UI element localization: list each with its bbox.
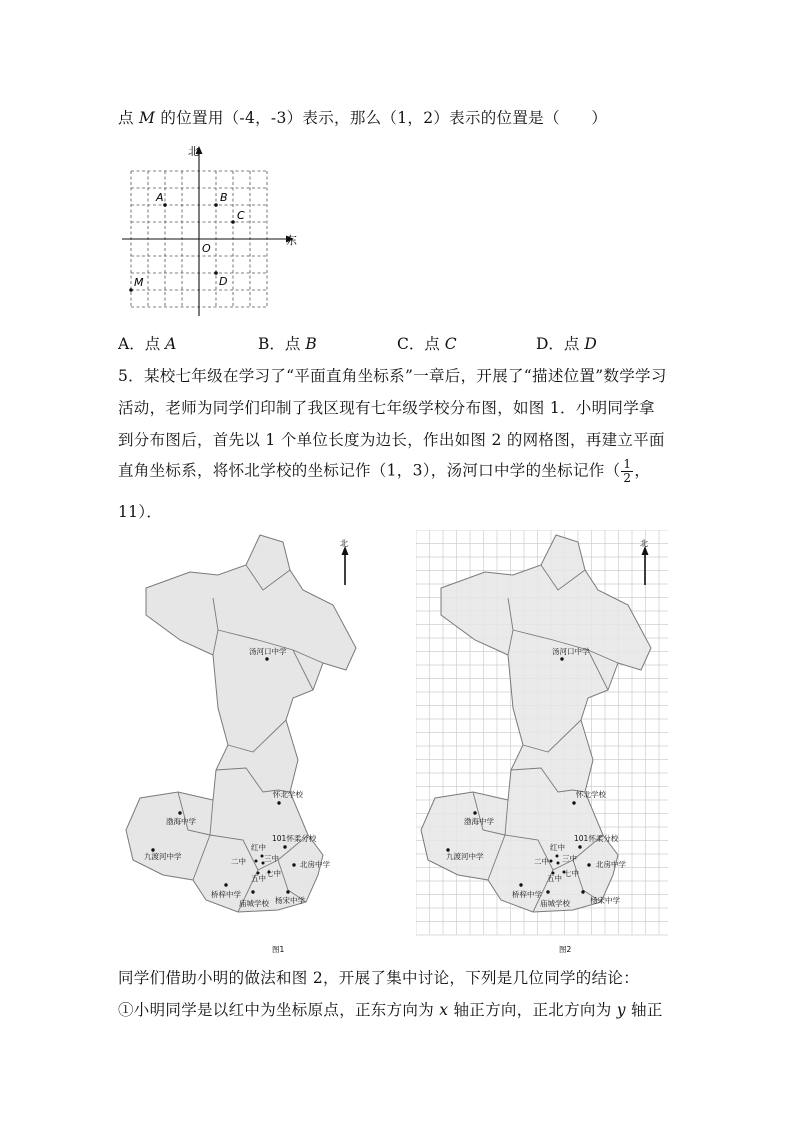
q5-line-3: 到分布图后，首先以 1 个单位长度为边长，作出如图 2 的网格图，再建立平面 xyxy=(118,431,665,449)
school-jiudu: 九渡河中学 xyxy=(446,852,484,861)
figure-2-caption: 图2 xyxy=(559,945,572,954)
school-qiaozi: 桥梓中学 xyxy=(512,890,542,899)
grid-points xyxy=(129,191,245,292)
school-bohai: 渤海中学 xyxy=(166,817,196,826)
q5-line-5: 11）． xyxy=(118,503,163,521)
point-label-m: M xyxy=(134,276,144,289)
school-tanghekou: 汤河口中学 xyxy=(249,647,287,656)
q5-line-1: 5．某校七年级在学习了“平面直角坐标系”一章后，开展了“描述位置”数学学习 xyxy=(118,367,667,385)
point-label-b: B xyxy=(220,191,228,204)
option-b[interactable]: B．点 B xyxy=(258,335,317,353)
option-c[interactable]: C．点 C xyxy=(397,335,457,353)
north-label: 北 xyxy=(640,539,648,548)
east-label: 东 xyxy=(286,234,297,247)
figure-1-map xyxy=(118,530,398,960)
school-yangsong: 杨宋中学 xyxy=(590,896,620,905)
point-d xyxy=(214,271,218,275)
school-101: 101怀柔分校 xyxy=(574,834,619,843)
q5-line-4: 直角坐标系，将怀北学校的坐标记作（1，3），汤河口中学的坐标记作（ $\frac{1}{2}$ ， xyxy=(118,457,651,485)
school-wuzhong: 五中 xyxy=(251,874,266,883)
figure-2-grid-map xyxy=(416,530,676,960)
school-sanzhong: 三中 xyxy=(264,854,279,863)
school-qizhong: 七中 xyxy=(266,869,281,878)
discussion-line-1: 同学们借助小明的做法和图 2，开展了集中讨论，下列是几位同学的结论： xyxy=(118,969,639,987)
school-qizhong: 七中 xyxy=(564,869,579,878)
school-yangsong: 杨宋中学 xyxy=(275,896,305,905)
school-hongzhong: 红中 xyxy=(251,843,266,852)
north-label: 北 xyxy=(340,539,348,548)
school-101: 101怀柔分校 xyxy=(272,834,317,843)
school-miaocheng: 庙城学校 xyxy=(540,899,570,908)
school-huaibei: 怀北学校 xyxy=(576,790,606,799)
school-huaibei: 怀北学校 xyxy=(273,790,303,799)
fraction-one-half: $\frac{1}{2}$ xyxy=(623,457,632,485)
option-a[interactable]: A．点 A xyxy=(118,335,177,353)
school-bohai: 渤海中学 xyxy=(464,817,494,826)
discussion-line-2: ①小明同学是以红中为坐标原点，正东方向为 x 轴正方向，正北方向为 y 轴正 xyxy=(118,1001,663,1019)
school-beifang: 北房中学 xyxy=(596,860,626,869)
origin-label: O xyxy=(202,242,211,255)
point-label-a: A xyxy=(156,191,164,204)
q4-stem: 点 M 的位置用（-4，-3）表示，那么（1，2）表示的位置是（ ） xyxy=(118,109,608,127)
school-wuzhong: 五中 xyxy=(547,874,562,883)
school-jiudu: 九渡河中学 xyxy=(144,852,182,861)
school-tanghekou: 汤河口中学 xyxy=(552,647,590,656)
north-label: 北 xyxy=(188,145,199,158)
point-a xyxy=(163,203,167,207)
point-m xyxy=(129,288,133,292)
figure-1-caption: 图1 xyxy=(272,945,285,954)
q4-coordinate-grid xyxy=(118,140,308,320)
school-beifang: 北房中学 xyxy=(300,860,330,869)
point-b xyxy=(214,203,218,207)
school-hongzhong: 红中 xyxy=(550,843,565,852)
point-label-c: C xyxy=(237,209,245,222)
point-label-d: D xyxy=(219,275,228,288)
school-erzhong: 二中 xyxy=(231,857,246,866)
point-c xyxy=(231,220,235,224)
school-erzhong: 二中 xyxy=(534,857,549,866)
q5-line-2: 活动，老师为同学们印制了我区现有七年级学校分布图，如图 1．小明同学拿 xyxy=(118,399,655,417)
school-sanzhong: 三中 xyxy=(562,854,577,863)
school-qiaozi: 桥梓中学 xyxy=(211,890,241,899)
school-miaocheng: 庙城学校 xyxy=(239,899,269,908)
option-d[interactable]: D．点 D xyxy=(536,335,597,353)
